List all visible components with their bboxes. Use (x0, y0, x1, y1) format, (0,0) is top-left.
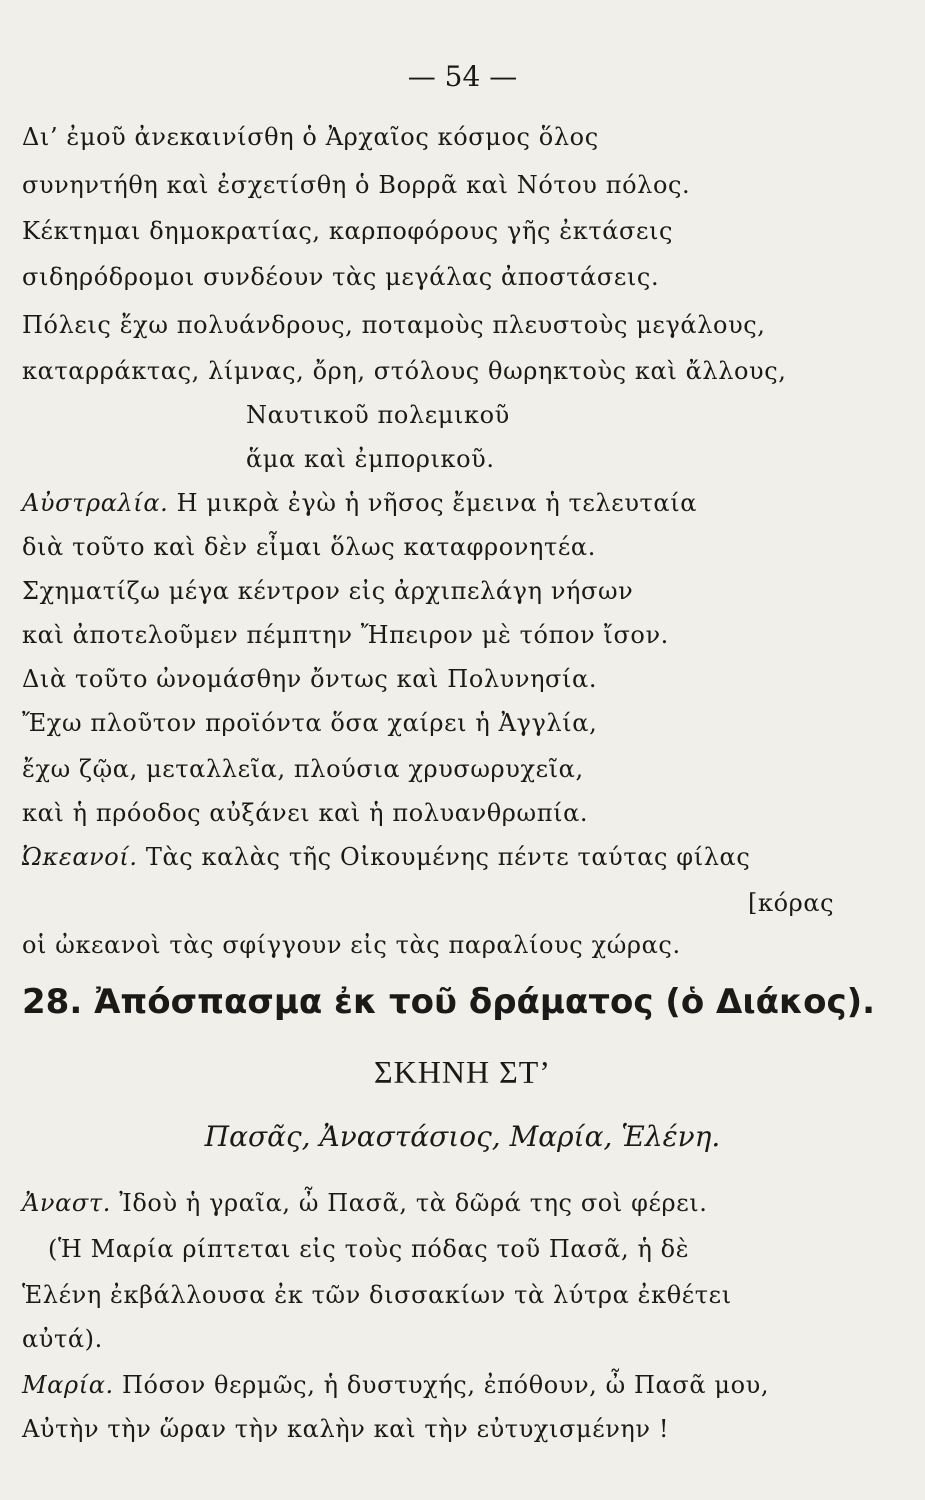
section-heading: 28. Ἀπόσπασμα ἐκ τοῦ δράματος (ὁ Διάκος). (22, 982, 876, 1022)
poem-line-3: Κέκτημαι δημοκρατίας, καρποφόρους γῆς ἐκτάσεις (22, 217, 674, 245)
poem-line-7: Ναυτικοῦ πολεμικοῦ (246, 401, 510, 429)
poem-line-16: καὶ ἡ πρόοδος αὐξάνει καὶ ἡ πολυανθρωπία. (22, 799, 589, 827)
poem-line-11: Σχηματίζω μέγα κέντρον εἰς ἀρχιπελάγη νήσων (22, 577, 634, 605)
poem-line-15: ἔχω ζῷα, μεταλλεῖα, πλούσια χρυσωρυχεῖα, (22, 755, 584, 783)
scene-title: ΣΚΗΝΗ ΣΤ’ (374, 1054, 551, 1090)
poem-line-8: ἅμα καὶ ἐμπορικοῦ. (246, 445, 495, 473)
poem-line-12: καὶ ἀποτελοῦμεν πέμπτην Ἤπειρον μὲ τόπον ἴσον. (22, 621, 669, 649)
okeanoi-text: Τὰς καλὰς τῆς Οἰκουμένης πέντε ταύτας φίλας (145, 843, 751, 871)
page-number: — 54 — (407, 60, 518, 93)
dramatis-personae: Πασᾶς, Ἀναστάσιος, Μαρία, Ἑλένη. (204, 1120, 721, 1153)
poem-line-19: οἱ ὠκεανοὶ τὰς σφίγγουν εἰς τὰς παραλίους χώρας. (22, 931, 681, 959)
speaker-anast: Ἀναστ. (22, 1189, 112, 1217)
anast-text: Ἰδοὺ ἡ γραῖα, ὦ Πασᾶ, τὰ δῶρά της σοὶ φέρει. (119, 1189, 708, 1217)
speaker-maria: Μαρία. (22, 1371, 114, 1399)
poem-line-1: Δι’ ἐμοῦ ἀνεκαινίσθη ὁ Ἀρχαῖος κόσμος ὅλος (22, 123, 599, 151)
anast-line (22, 1188, 847, 1218)
poem-line-2: συνηντήθη καὶ ἐσχετίσθη ὁ Βορρᾶ καὶ Νότου πόλος. (22, 171, 691, 199)
maria-text: Πόσον θερμῶς, ἡ δυστυχής, ἐπόθουν, ὦ Πασᾶ μου, (121, 1371, 770, 1399)
poem-line-14: Ἔχω πλοῦτον προϊόντα ὅσα χαίρει ἡ Ἀγγλία, (22, 709, 598, 737)
poem-line-6: καταρράκτας, λίμνας, ὄρη, στόλους θωρηκτοὺς καὶ ἄλλους, (22, 357, 787, 385)
australia-line (22, 488, 847, 518)
speaker-australia: Αὐστραλία. (22, 489, 169, 517)
poem-line-4: σιδηρόδρομοι συνδέουν τὰς μεγάλας ἀποστάσεις. (22, 263, 660, 291)
poem-line-13: Διὰ τοῦτο ὠνομάσθην ὄντως καὶ Πολυνησία. (22, 665, 598, 693)
final-line: Αὐτὴν τὴν ὥραν τὴν καλὴν καὶ τὴν εὐτυχισμένην ! (22, 1415, 670, 1443)
speaker-okeanoi: Ὠκεανοί. (22, 843, 138, 871)
stage-direction-2: Ἑλένη ἐκβάλλουσα ἐκ τῶν δισσακίων τὰ λύτρα ἐκθέτει (22, 1281, 732, 1309)
stage-direction-3: αὐτά). (22, 1325, 103, 1353)
maria-line (22, 1370, 847, 1400)
poem-line-5: Πόλεις ἔχω πολυάνδρους, ποταμοὺς πλευστοὺς μεγάλους, (22, 311, 766, 339)
stage-direction-1: (Ἡ Μαρία ρίπτεται εἰς τοὺς πόδας τοῦ Πασᾶ, ἡ δὲ (48, 1235, 690, 1263)
australia-text: Η μικρὰ ἐγὼ ἡ νῆσος ἔμεινα ἡ τελευταία (176, 489, 698, 517)
poem-line-overflow: [κόρας (748, 889, 835, 917)
poem-line-10: διὰ τοῦτο καὶ δὲν εἶμαι ὅλως καταφρονητέα. (22, 533, 596, 561)
okeanoi-line (22, 842, 847, 872)
